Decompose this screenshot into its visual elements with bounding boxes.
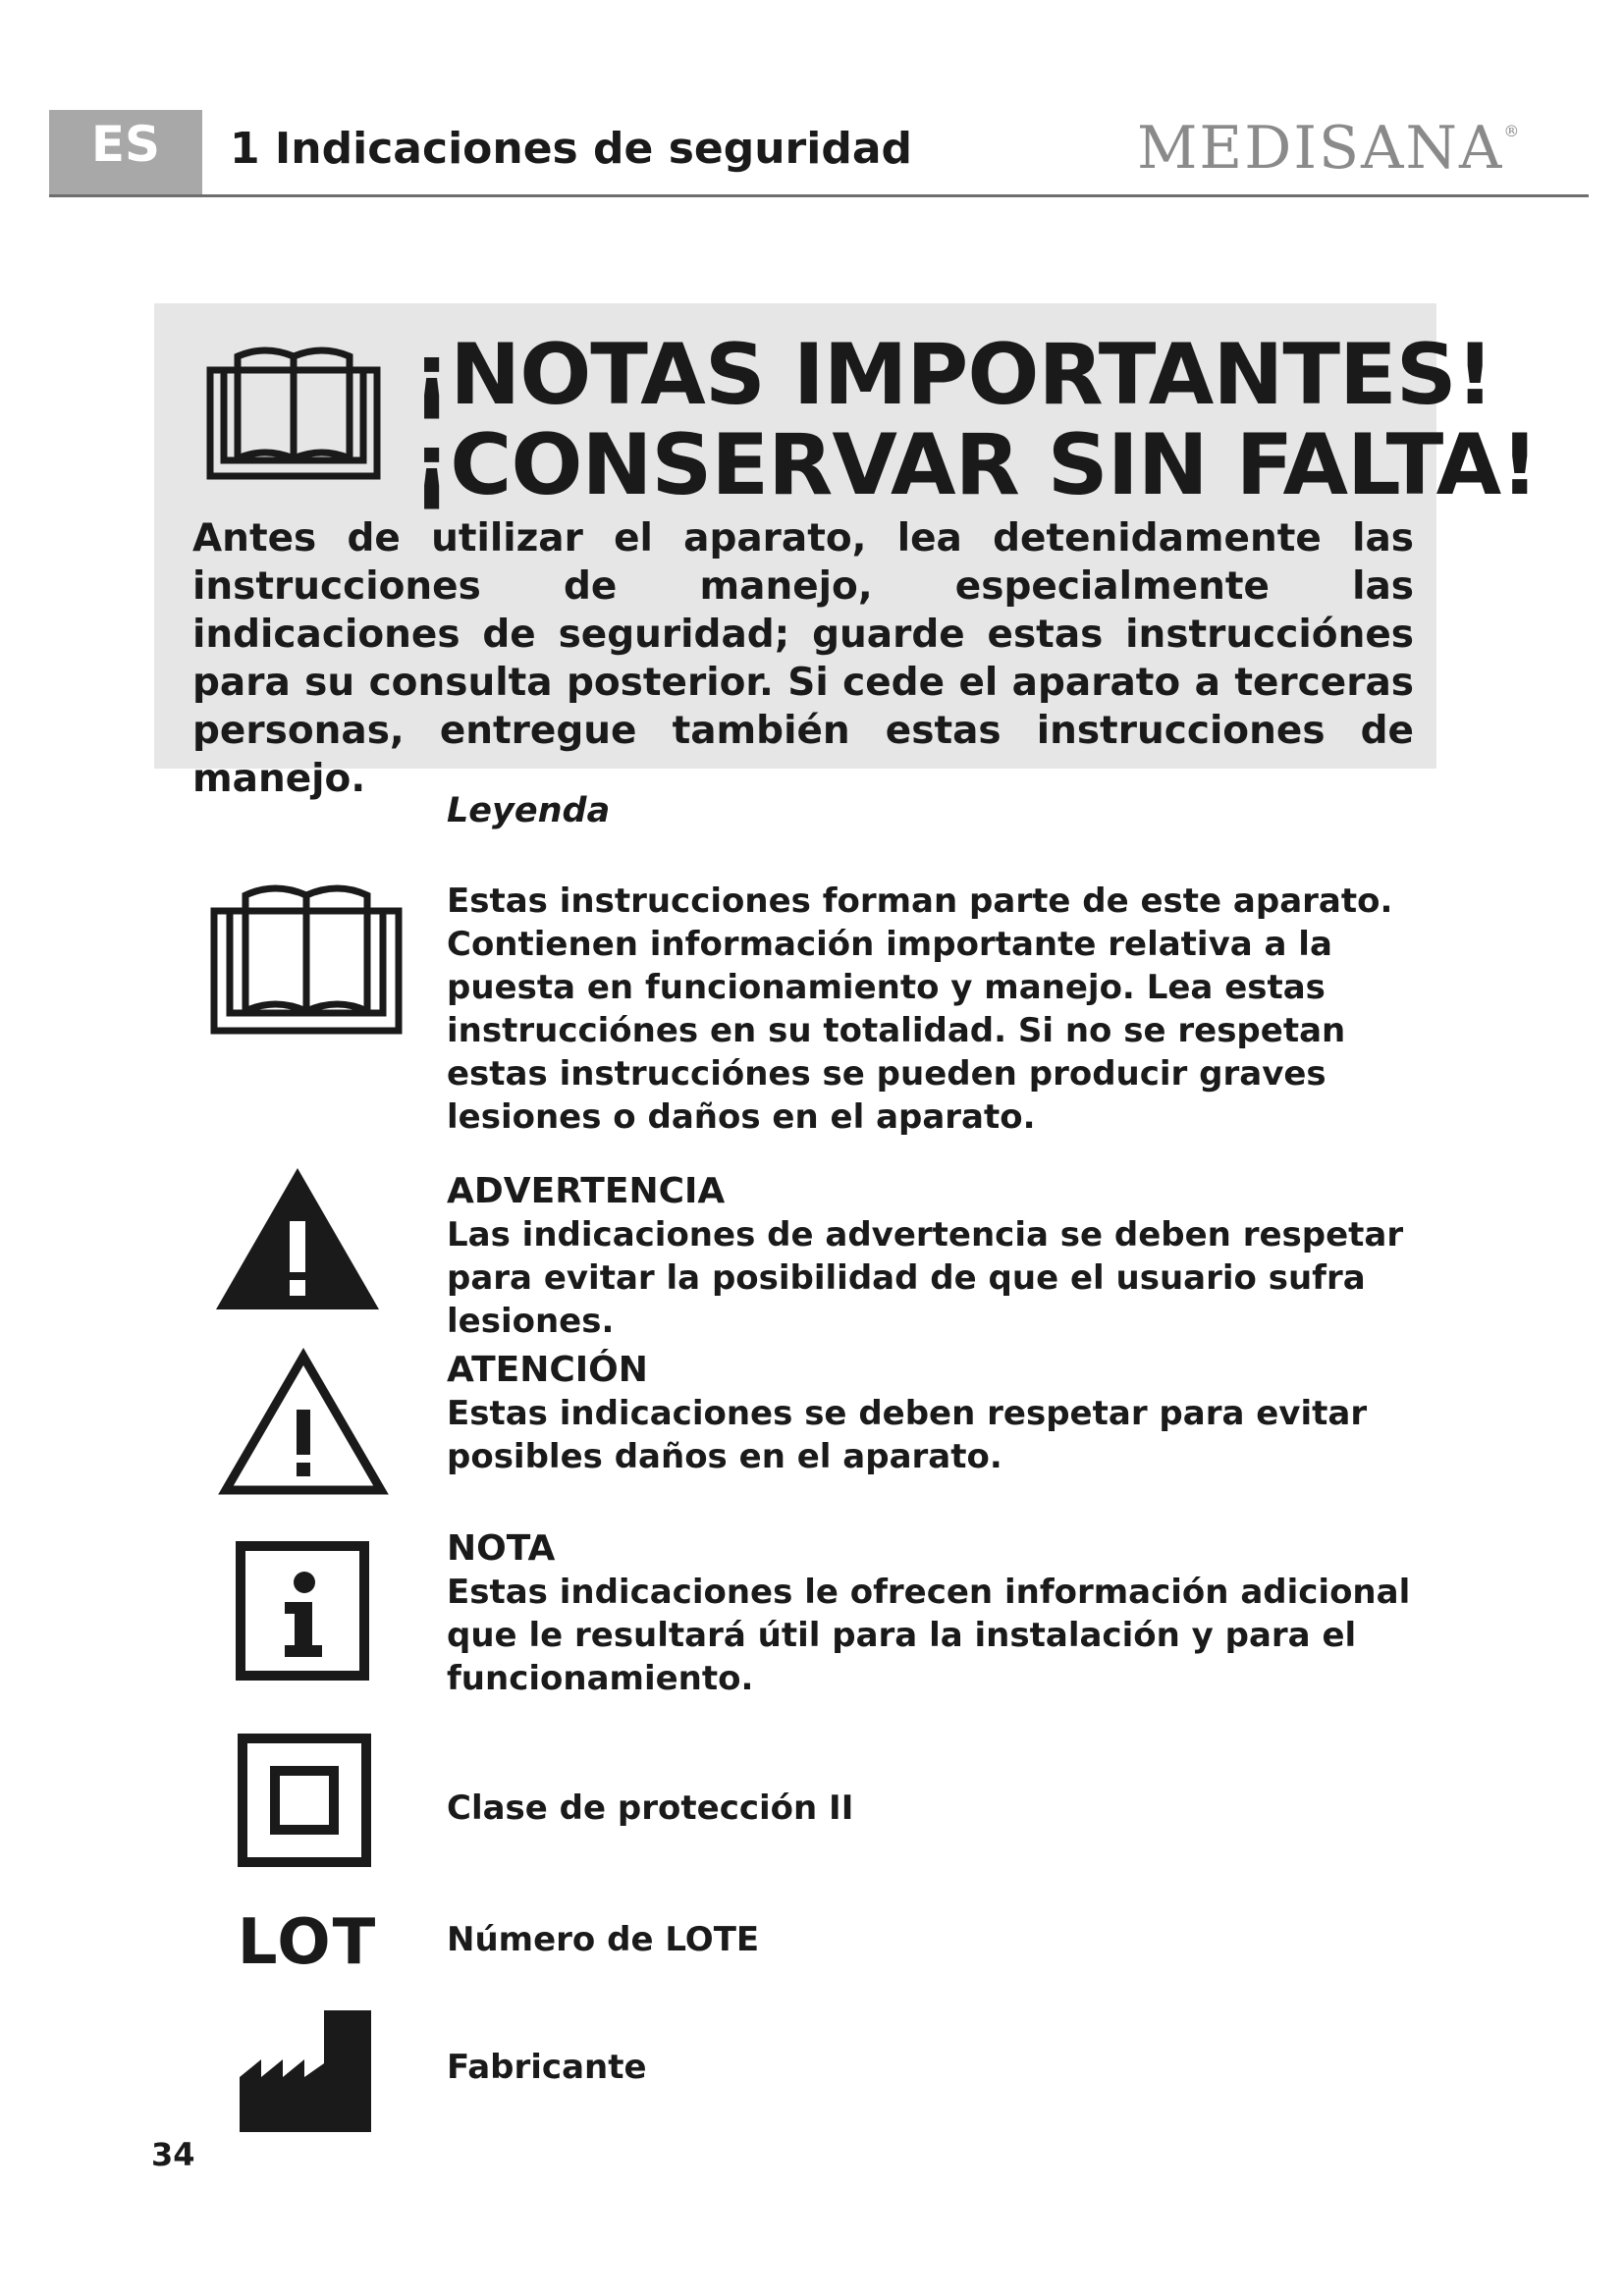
legend-item-text: Estas instrucciones forman parte de este aparato. Contienen información importante relativa a la puesta en funcionamiento y manejo. Lea estas instrucciónes en su totalidad. Si no se respetan estas instrucciónes se pueden producir graves lesiones o daños en el aparato.	[447, 881, 1393, 1137]
brand-registered-mark: ®	[1503, 122, 1522, 140]
book-icon	[210, 874, 403, 1037]
brand-name: MEDISANA	[1137, 114, 1504, 183]
legend-item-text: Las indicaciones de advertencia se deben respetar para evitar la posibilidad de que el usuario sufra lesiones.	[447, 1215, 1404, 1341]
manufacturer-icon	[240, 2010, 371, 2132]
legend-item-title: ADVERTENCIA	[447, 1171, 726, 1211]
warning-filled-icon	[212, 1164, 383, 1313]
book-icon	[206, 337, 381, 482]
language-tab	[49, 110, 202, 195]
legend-item-note	[447, 1527, 1438, 1700]
notice-body: Antes de utilizar el aparato, lea detenidamente las instrucciones de manejo, especialmente las indicaciones de seguridad; guarde estas instrucciónes para su consulta posterior. Si cede el aparato a terceras personas, entregue también estas instrucciones de manejo.	[192, 516, 1414, 801]
notice-heading	[412, 326, 1539, 514]
legend-item-title: ATENCIÓN	[447, 1350, 648, 1390]
legend-item-text: Clase de protección II	[447, 1789, 854, 1828]
page-number: 34	[151, 2136, 195, 2173]
legend-item-protection-class	[447, 1787, 1438, 1830]
section-title: 1 Indicaciones de seguridad	[230, 124, 913, 174]
legend-item-text: Estas indicaciones se deben respetar para evitar posibles daños en el aparato.	[447, 1394, 1368, 1476]
legend-item-warning	[447, 1170, 1438, 1343]
caution-outline-icon	[218, 1347, 389, 1496]
header-divider	[49, 194, 1589, 197]
legend-label: Leyenda	[447, 791, 611, 830]
legend-item-lot	[447, 1918, 1438, 1961]
legend-item-manufacturer	[447, 2046, 1438, 2089]
legend-item-text: Fabricante	[447, 2048, 647, 2087]
legend-item-caution	[447, 1349, 1438, 1478]
lot-icon: LOT	[237, 1906, 378, 1979]
legend-item-manual	[447, 880, 1438, 1139]
legend-item-text: Número de LOTE	[447, 1920, 760, 1959]
language-code: ES	[90, 116, 161, 173]
notice-heading-line-2: ¡CONSERVAR SIN FALTA!	[412, 416, 1539, 514]
info-icon	[236, 1541, 369, 1681]
brand-logo	[1137, 114, 1521, 183]
notice-heading-line-1: ¡NOTAS IMPORTANTES!	[412, 326, 1493, 424]
legend-item-title: NOTA	[447, 1528, 556, 1569]
protection-class-ii-icon	[238, 1734, 371, 1867]
legend-item-text: Estas indicaciones le ofrecen información adicional que le resultará útil para la instalación y para el funcionamiento.	[447, 1573, 1411, 1698]
